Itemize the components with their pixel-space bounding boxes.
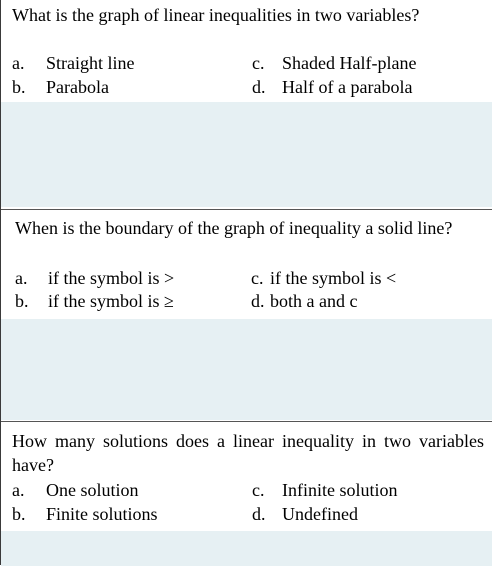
option-letter: b. <box>15 291 29 311</box>
option-text: if the symbol is < <box>270 268 397 288</box>
option-letter: d. <box>251 291 265 311</box>
option-text: Undefined <box>282 504 358 524</box>
question-3-option-d[interactable] <box>252 503 358 527</box>
option-text: both a and c <box>270 291 358 311</box>
option-letter: b. <box>12 77 26 97</box>
question-1-answer-area[interactable] <box>1 102 492 207</box>
option-letter: c. <box>252 53 265 73</box>
question-2-answer-area[interactable] <box>1 319 492 420</box>
question-2-text: When is the boundary of the graph of inequality a solid line? <box>15 218 453 238</box>
question-2-option-a[interactable] <box>15 267 174 291</box>
question-2-option-c[interactable] <box>251 267 396 291</box>
question-1-option-a[interactable] <box>12 52 135 76</box>
option-text: Parabola <box>46 77 109 97</box>
option-text: if the symbol is > <box>48 268 175 288</box>
question-1-option-b[interactable] <box>12 76 109 100</box>
option-text: Infinite solution <box>282 480 398 500</box>
question-1 <box>1 0 492 207</box>
option-letter: a. <box>12 480 25 500</box>
question-3-option-a[interactable] <box>12 479 139 503</box>
option-text: One solution <box>46 480 139 500</box>
option-text: Half of a parabola <box>282 77 413 97</box>
question-3-text: How many solutions does a linear inequality in two variables have? <box>12 431 484 475</box>
option-text: Shaded Half-plane <box>282 53 417 73</box>
question-3-option-c[interactable] <box>252 479 398 503</box>
question-2-option-b[interactable] <box>15 290 174 314</box>
option-letter: a. <box>12 53 25 73</box>
question-2-option-d[interactable] <box>251 290 357 314</box>
option-text: if the symbol is ≥ <box>48 291 174 311</box>
question-1-option-d[interactable] <box>252 76 412 100</box>
option-text: Finite solutions <box>46 504 158 524</box>
option-letter: b. <box>12 504 26 524</box>
question-2 <box>1 209 492 419</box>
option-text: Straight line <box>46 53 135 73</box>
option-letter: a. <box>15 268 28 288</box>
option-letter: c. <box>252 480 265 500</box>
question-1-option-c[interactable] <box>252 52 416 76</box>
option-letter: d. <box>252 77 266 97</box>
question-3-answer-area[interactable] <box>1 531 492 566</box>
question-3-option-b[interactable] <box>12 503 158 527</box>
question-1-text: What is the graph of linear inequalities in two variables? <box>12 5 420 25</box>
question-3 <box>1 421 492 565</box>
option-letter: c. <box>251 268 264 288</box>
option-letter: d. <box>252 504 266 524</box>
